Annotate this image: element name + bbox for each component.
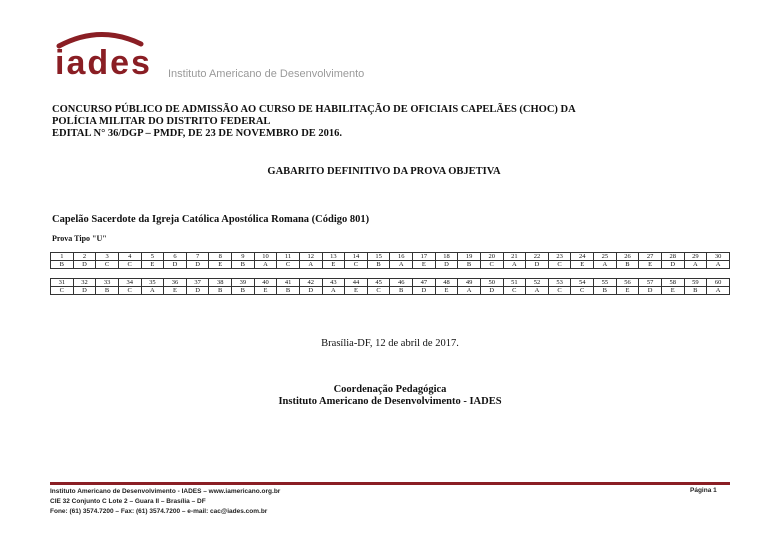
footer-line-2: CIE 32 Conjunto C Lote 2 – Guara II – Brasília – DF <box>50 498 206 505</box>
answer-cell: A <box>707 287 730 295</box>
answer-cell: C <box>503 287 526 295</box>
question-number-cell: 35 <box>141 279 164 287</box>
question-number-cell: 55 <box>594 279 617 287</box>
answer-cell: C <box>118 261 141 269</box>
question-number-cell: 31 <box>51 279 74 287</box>
question-number-cell: 14 <box>345 253 368 261</box>
question-number-cell: 40 <box>254 279 277 287</box>
footer-divider <box>50 482 730 485</box>
answer-cell: C <box>118 287 141 295</box>
answer-key-row <box>51 261 730 269</box>
answer-cell: B <box>209 287 232 295</box>
answer-cell: A <box>526 287 549 295</box>
answer-cell: E <box>141 261 164 269</box>
question-number-cell: 43 <box>322 279 345 287</box>
question-number-cell: 57 <box>639 279 662 287</box>
answer-cell: B <box>96 287 119 295</box>
question-number-cell: 60 <box>707 279 730 287</box>
answer-cell: E <box>661 287 684 295</box>
question-number-cell: 42 <box>299 279 322 287</box>
question-number-cell: 3 <box>96 253 119 261</box>
answer-cell: B <box>616 261 639 269</box>
question-number-cell: 59 <box>684 279 707 287</box>
answer-cell: E <box>571 261 594 269</box>
question-number-cell: 28 <box>661 253 684 261</box>
question-number-cell: 34 <box>118 279 141 287</box>
question-number-cell: 27 <box>639 253 662 261</box>
header-line-1: CONCURSO PÚBLICO DE ADMISSÃO AO CURSO DE HABILITAÇÃO DE OFICIAIS CAPELÃES (CHOC) DA <box>52 104 576 115</box>
signature-line-1: Coordenação Pedagógica <box>333 384 447 395</box>
page-number: Página 1 <box>690 487 717 494</box>
answer-cell: E <box>254 287 277 295</box>
question-number-cell: 54 <box>571 279 594 287</box>
question-number-cell: 8 <box>209 253 232 261</box>
answer-table-31-60 <box>50 278 730 295</box>
question-number-cell: 4 <box>118 253 141 261</box>
answer-cell: C <box>571 287 594 295</box>
iades-logo <box>55 28 365 83</box>
footer-line-1: Instituto Americano de Desenvolvimento - IADES – www.iamericano.org.br <box>50 488 281 495</box>
question-number-cell: 53 <box>548 279 571 287</box>
logo-wordmark: iades <box>55 44 152 82</box>
cargo-title: Capelão Sacerdote da Igreja Católica Apostólica Romana (Código 801) <box>52 214 370 225</box>
question-number-cell: 52 <box>526 279 549 287</box>
question-number-cell: 7 <box>186 253 209 261</box>
signature-line-2: Instituto Americano de Desenvolvimento - IADES <box>278 396 502 407</box>
answer-cell: D <box>186 287 209 295</box>
answer-cell: C <box>277 261 300 269</box>
answer-cell: B <box>390 287 413 295</box>
answer-cell: B <box>594 287 617 295</box>
question-number-cell: 33 <box>96 279 119 287</box>
question-number-cell: 50 <box>480 279 503 287</box>
answer-cell: A <box>458 287 481 295</box>
question-number-cell: 38 <box>209 279 232 287</box>
question-number-cell: 1 <box>51 253 74 261</box>
answer-cell: A <box>594 261 617 269</box>
answer-cell: D <box>73 261 96 269</box>
question-number-cell: 15 <box>367 253 390 261</box>
answer-cell: E <box>616 287 639 295</box>
question-number-cell: 46 <box>390 279 413 287</box>
signature-block <box>0 384 768 408</box>
answer-cell: D <box>526 261 549 269</box>
question-number-cell: 51 <box>503 279 526 287</box>
question-number-cell: 20 <box>480 253 503 261</box>
question-number-cell: 19 <box>458 253 481 261</box>
question-number-cell: 41 <box>277 279 300 287</box>
question-number-cell: 48 <box>435 279 458 287</box>
answer-cell: C <box>345 261 368 269</box>
question-number-cell: 12 <box>299 253 322 261</box>
question-number-row <box>51 279 730 287</box>
question-number-cell: 21 <box>503 253 526 261</box>
question-number-cell: 11 <box>277 253 300 261</box>
question-number-cell: 37 <box>186 279 209 287</box>
question-number-cell: 29 <box>684 253 707 261</box>
answer-cell: D <box>73 287 96 295</box>
answer-cell: C <box>96 261 119 269</box>
question-number-cell: 49 <box>458 279 481 287</box>
answer-cell: D <box>164 261 187 269</box>
question-number-cell: 24 <box>571 253 594 261</box>
gabarito-title: GABARITO DEFINITIVO DA PROVA OBJETIVA <box>267 166 501 177</box>
footer <box>50 487 280 517</box>
question-number-cell: 18 <box>435 253 458 261</box>
question-number-cell: 36 <box>164 279 187 287</box>
answer-cell: D <box>661 261 684 269</box>
answer-cell: D <box>413 287 436 295</box>
header-line-3: EDITAL N° 36/DGP – PMDF, DE 23 DE NOVEMBRO DE 2016. <box>52 128 343 139</box>
question-number-cell: 9 <box>232 253 255 261</box>
answer-cell: D <box>480 287 503 295</box>
question-number-cell: 26 <box>616 253 639 261</box>
question-number-cell: 22 <box>526 253 549 261</box>
answer-cell: E <box>435 287 458 295</box>
question-number-cell: 56 <box>616 279 639 287</box>
question-number-cell: 16 <box>390 253 413 261</box>
question-number-cell: 5 <box>141 253 164 261</box>
question-number-cell: 58 <box>661 279 684 287</box>
logo-subtitle: Instituto Americano de Desenvolvimento <box>168 68 365 80</box>
answer-key-row <box>51 287 730 295</box>
question-number-cell: 17 <box>413 253 436 261</box>
answer-cell: B <box>232 287 255 295</box>
question-number-cell: 47 <box>413 279 436 287</box>
question-number-cell: 6 <box>164 253 187 261</box>
answer-cell: B <box>277 287 300 295</box>
answer-cell: B <box>367 261 390 269</box>
answer-cell: E <box>345 287 368 295</box>
answer-cell: A <box>299 261 322 269</box>
answer-cell: A <box>707 261 730 269</box>
answer-cell: A <box>254 261 277 269</box>
question-number-cell: 25 <box>594 253 617 261</box>
question-number-cell: 32 <box>73 279 96 287</box>
answer-cell: A <box>390 261 413 269</box>
answer-cell: C <box>480 261 503 269</box>
answer-cell: B <box>458 261 481 269</box>
answer-cell: E <box>639 261 662 269</box>
question-number-cell: 2 <box>73 253 96 261</box>
question-number-cell: 44 <box>345 279 368 287</box>
document-header <box>52 104 652 140</box>
answer-cell: B <box>684 287 707 295</box>
answer-cell: C <box>367 287 390 295</box>
question-number-cell: 45 <box>367 279 390 287</box>
answer-cell: E <box>413 261 436 269</box>
answer-cell: E <box>209 261 232 269</box>
answer-cell: D <box>186 261 209 269</box>
question-number-cell: 23 <box>548 253 571 261</box>
place-date: Brasília-DF, 12 de abril de 2017. <box>321 338 459 349</box>
question-number-cell: 30 <box>707 253 730 261</box>
header-line-2: POLÍCIA MILITAR DO DISTRITO FEDERAL <box>52 116 271 127</box>
answer-table-1-30 <box>50 252 730 269</box>
answer-cell: D <box>435 261 458 269</box>
answer-cell: D <box>639 287 662 295</box>
prova-tipo: Prova Tipo "U" <box>52 234 107 243</box>
answer-cell: B <box>232 261 255 269</box>
question-number-cell: 39 <box>232 279 255 287</box>
question-number-cell: 10 <box>254 253 277 261</box>
answer-cell: C <box>51 287 74 295</box>
answer-cell: C <box>548 261 571 269</box>
answer-cell: E <box>164 287 187 295</box>
answer-cell: A <box>503 261 526 269</box>
answer-cell: D <box>299 287 322 295</box>
answer-cell: B <box>51 261 74 269</box>
footer-line-3: Fone: (61) 3574.7200 – Fax: (61) 3574.7200 – e-mail: cac@iades.com.br <box>50 508 268 515</box>
answer-cell: A <box>684 261 707 269</box>
answer-cell: E <box>322 261 345 269</box>
answer-cell: C <box>548 287 571 295</box>
question-number-cell: 13 <box>322 253 345 261</box>
question-number-row <box>51 253 730 261</box>
answer-cell: A <box>141 287 164 295</box>
answer-cell: A <box>322 287 345 295</box>
